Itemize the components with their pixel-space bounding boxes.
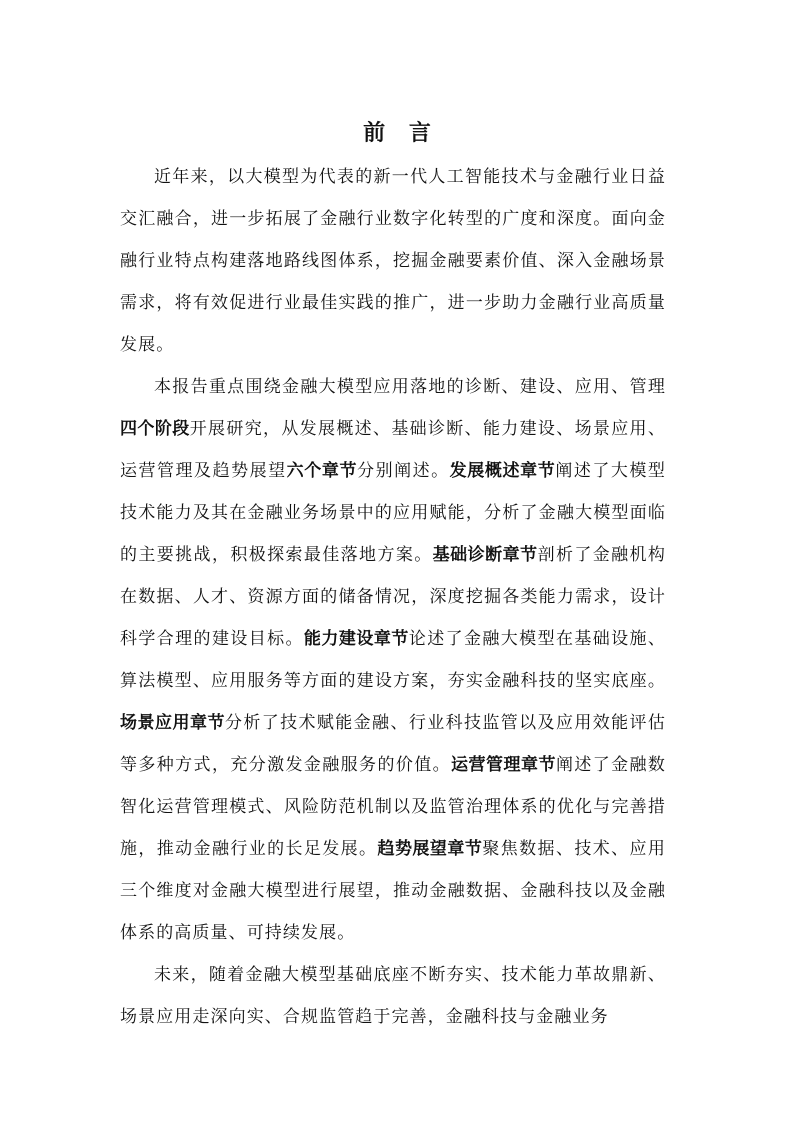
- bold-phrase: 四个阶段: [120, 419, 190, 439]
- paragraph-text: 剖析了金融机构在数据、人才、资源方面的储备情况，深度挖掘各类能力需求，设计科学合理的建设目标。: [120, 545, 666, 649]
- paragraph-intro: [120, 156, 666, 366]
- bold-phrase: 发展概述章节: [449, 461, 556, 481]
- paragraph-text: 阐述了大模型技术能力及其在金融业务场景中的应用赋能，分析了金融大模型面临的主要挑战，积极探索最佳落地方案。: [120, 461, 667, 565]
- paragraph-text: 论述了金融大模型在基础设施、算法模型、应用服务等方面的建设方案，夯实金融科技的坚实底座。: [120, 629, 667, 691]
- paragraph-text: 阐述了金融数智化运营管理模式、风险防范机制以及监管治理体系的优化与完善措施，推动金融行业的长足发展。: [120, 755, 666, 859]
- paragraph-report-structure: [120, 366, 666, 954]
- bold-phrase: 基础诊断章节: [432, 545, 538, 565]
- paragraph-text: 开展研究，从发展概述、基础诊断、能力建设、场景应用、运营管理及趋势展望: [120, 419, 666, 481]
- paragraph-text: 分别阐述。: [357, 461, 450, 481]
- paragraph-text: 本报告重点围绕金融大模型应用落地的诊断、建设、应用、管理: [154, 377, 666, 397]
- bold-phrase: 运营管理章节: [451, 755, 556, 775]
- document-body: [120, 156, 666, 1038]
- paragraph-text: 聚焦数据、技术、应用三个维度对金融大模型进行展望，推动金融数据、金融科技以及金融体系的高质量、可持续发展。: [120, 839, 666, 943]
- bold-phrase: 能力建设章节: [303, 629, 409, 649]
- paragraph-outlook: [120, 954, 666, 1038]
- bold-phrase: 趋势展望章节: [377, 839, 483, 859]
- page-title: 前 言: [363, 121, 439, 146]
- paragraph-text: 近年来，以大模型为代表的新一代人工智能技术与金融行业日益交汇融合，进一步拓展了金融行业数字化转型的广度和深度。面向金融行业特点构建落地路线图体系，挖掘金融要素价值、深入金融场景需求，将有效促进行业最佳实践的推广，进一步助力金融行业高质量发展。: [120, 167, 666, 355]
- paragraph-text: 未来，随着金融大模型基础底座不断夯实、技术能力革故鼎新、场景应用走深向实、合规监管趋于完善，金融科技与金融业务: [120, 965, 666, 1027]
- paragraph-text: 分析了技术赋能金融、行业科技监管以及应用效能评估等多种方式，充分激发金融服务的价值。: [120, 713, 666, 775]
- bold-phrase: 场景应用章节: [120, 713, 225, 733]
- bold-phrase: 六个章节: [286, 461, 358, 481]
